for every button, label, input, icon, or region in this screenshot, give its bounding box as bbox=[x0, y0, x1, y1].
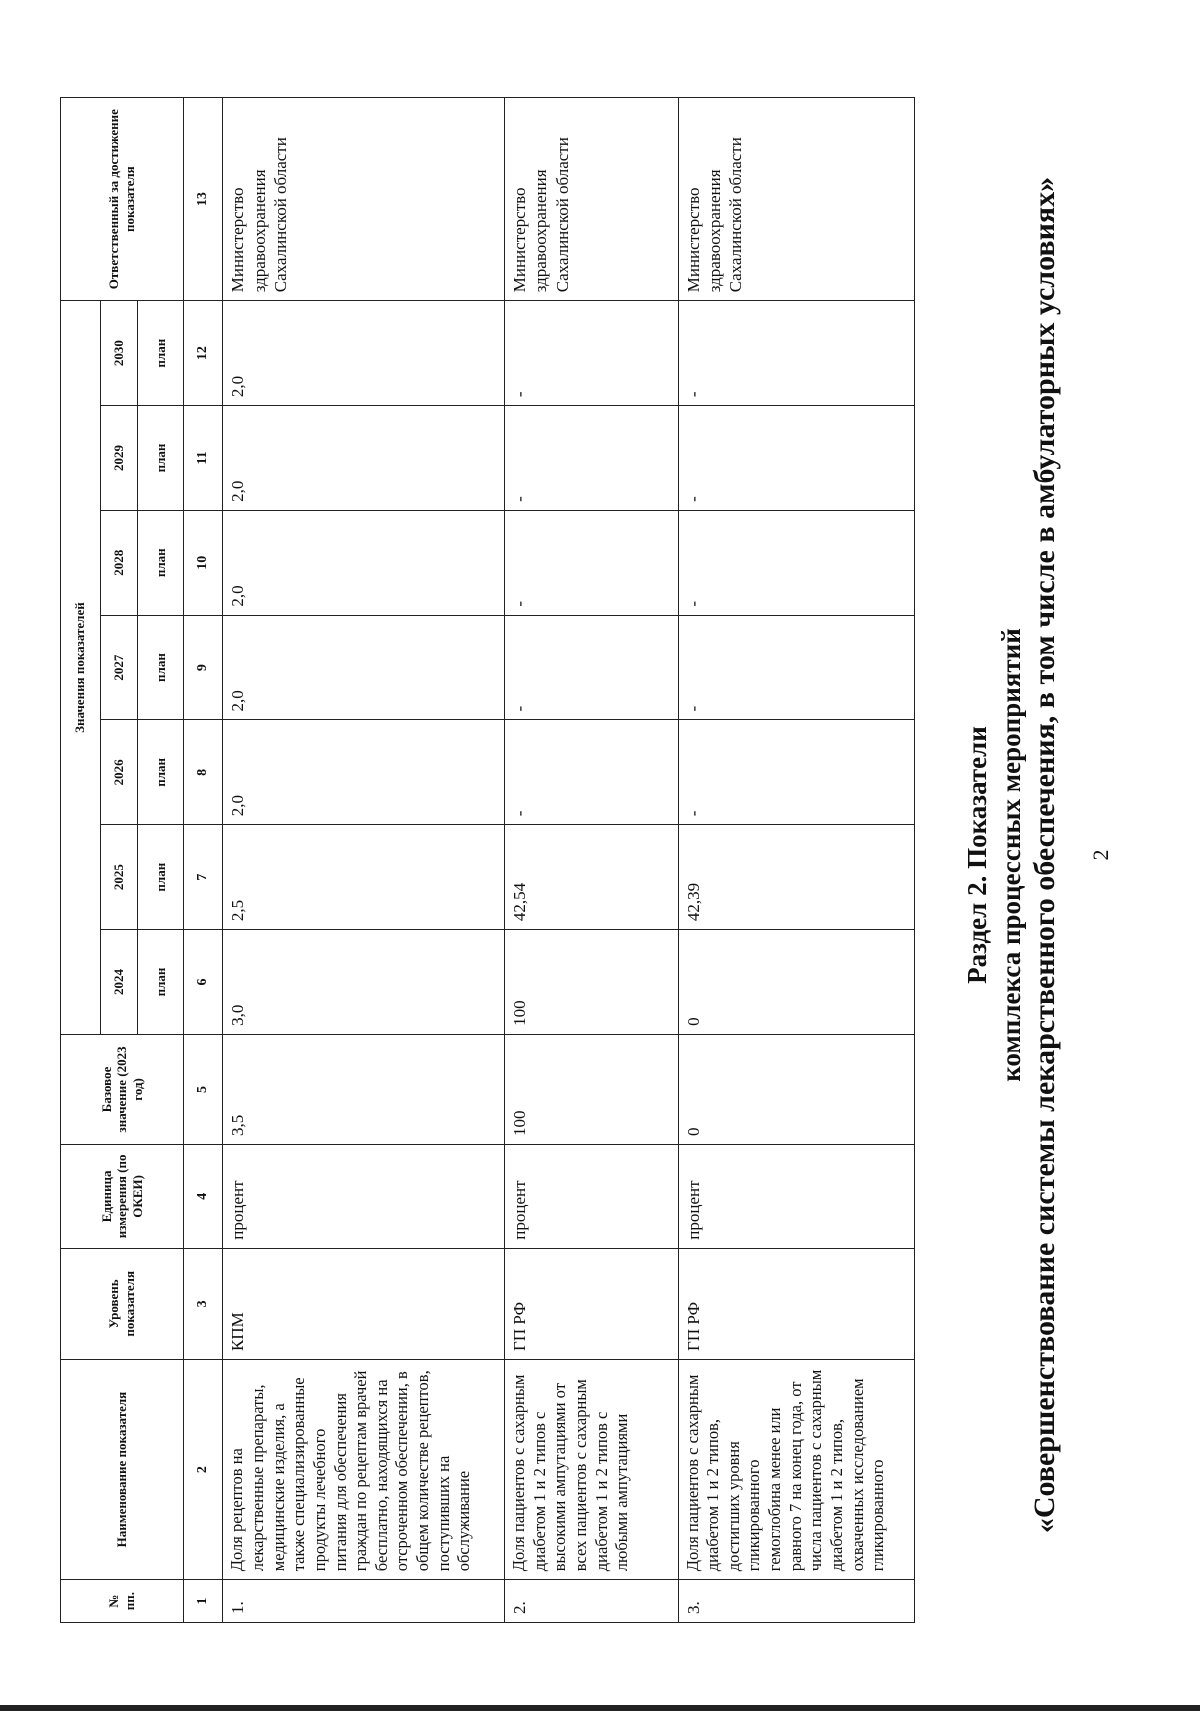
indicator-level: ГП РФ bbox=[505, 1248, 678, 1359]
table-row bbox=[223, 98, 505, 1623]
header-year: 2024 bbox=[100, 930, 137, 1035]
header-plan: план bbox=[137, 930, 183, 1035]
value-2024: 100 bbox=[505, 930, 678, 1035]
header-year: 2028 bbox=[100, 510, 137, 615]
value-2029: - bbox=[505, 406, 678, 511]
column-number: 3 bbox=[183, 1248, 223, 1359]
value-2029: 2,0 bbox=[223, 406, 505, 511]
section-subtitle: комплекса процессных мероприятий bbox=[996, 628, 1026, 1082]
value-2024: 3,0 bbox=[223, 930, 505, 1035]
indicator-name: Доля пациентов с сахарным диабетом 1 и 2 типов с высокими ампутациями от всех пациентов с сахарным диабетом 1 и 2 типов с любыми ампутациями bbox=[505, 1359, 678, 1579]
column-number: 12 bbox=[183, 301, 223, 406]
column-number: 11 bbox=[183, 406, 223, 511]
indicator-unit: процент bbox=[223, 1145, 505, 1249]
value-2028: 2,0 bbox=[223, 510, 505, 615]
row-number: 3. bbox=[678, 1580, 914, 1623]
header-year: 2025 bbox=[100, 825, 137, 930]
value-2027: - bbox=[678, 615, 914, 720]
value-2028: - bbox=[678, 510, 914, 615]
scan-bottom-edge bbox=[0, 1705, 1200, 1711]
indicator-level: КПМ bbox=[223, 1248, 505, 1359]
row-number: 2. bbox=[505, 1580, 678, 1623]
value-2026: - bbox=[505, 720, 678, 825]
indicators-table bbox=[60, 97, 915, 1623]
column-number: 7 bbox=[183, 825, 223, 930]
value-2028: - bbox=[505, 510, 678, 615]
column-number: 5 bbox=[183, 1034, 223, 1144]
base-value: 3,5 bbox=[223, 1034, 505, 1144]
column-number: 6 bbox=[183, 930, 223, 1035]
header-year: 2029 bbox=[100, 406, 137, 511]
base-value: 0 bbox=[678, 1034, 914, 1144]
value-2025: 42,39 bbox=[678, 825, 914, 930]
header-base: Базовое значение (2023 год) bbox=[61, 1034, 184, 1144]
row-number: 1. bbox=[223, 1580, 505, 1623]
value-2026: - bbox=[678, 720, 914, 825]
header-values: Значения показателей bbox=[61, 301, 101, 1035]
column-number-row bbox=[183, 98, 223, 1623]
value-2025: 2,5 bbox=[223, 825, 505, 930]
value-2030: 2,0 bbox=[223, 301, 505, 406]
value-2026: 2,0 bbox=[223, 720, 505, 825]
page-number: 2 bbox=[1088, 849, 1113, 861]
header-plan: план bbox=[137, 615, 183, 720]
column-number: 2 bbox=[183, 1359, 223, 1579]
header-plan: план bbox=[137, 301, 183, 406]
header-level: Уровень показателя bbox=[61, 1248, 184, 1359]
header-year: 2026 bbox=[100, 720, 137, 825]
header-plan: план bbox=[137, 825, 183, 930]
value-2024: 0 bbox=[678, 930, 914, 1035]
base-value: 100 bbox=[505, 1034, 678, 1144]
indicator-level: ГП РФ bbox=[678, 1248, 914, 1359]
responsible-body: Министерство здравоохранения Сахалинской области bbox=[223, 98, 505, 301]
indicator-name: Доля пациентов с сахарным диабетом 1 и 2 типов, достигших уровня гликированного гемоглобина менее или равного 7 на конец года, от числа пациентов с сахарным диабетом 1 и 2 типов, охваченных исследованием гликированного bbox=[678, 1359, 914, 1579]
column-number: 13 bbox=[183, 98, 223, 301]
value-2027: - bbox=[505, 615, 678, 720]
column-number: 9 bbox=[183, 615, 223, 720]
header-no: № пп. bbox=[61, 1580, 184, 1623]
header-row-1 bbox=[61, 98, 101, 1623]
responsible-body: Министерство здравоохранения Сахалинской области bbox=[678, 98, 914, 301]
section-title: Раздел 2. Показатели bbox=[962, 726, 992, 984]
header-year: 2030 bbox=[100, 301, 137, 406]
header-unit: Единица измерения (по ОКЕИ) bbox=[61, 1145, 184, 1249]
complex-name: «Совершенствование системы лекарственного обеспечения, в том числе в амбулаторных условиях» bbox=[1028, 176, 1061, 1534]
header-year: 2027 bbox=[100, 615, 137, 720]
indicator-name: Доля рецептов на лекарственные препараты, медицинские изделия, а также специализированные продукты лечебного питания для обеспечения граждан по рецептам врачей бесплатно, находящихся на отсроченном обеспечении, в общем количестве рецептов, поступивших на обслуживание bbox=[223, 1359, 505, 1579]
document-page bbox=[40, 25, 1160, 1685]
table-row bbox=[678, 98, 914, 1623]
indicator-unit: процент bbox=[678, 1145, 914, 1249]
column-number: 10 bbox=[183, 510, 223, 615]
header-plan: план bbox=[137, 406, 183, 511]
table-row bbox=[505, 98, 678, 1623]
header-plan: план bbox=[137, 510, 183, 615]
indicator-unit: процент bbox=[505, 1145, 678, 1249]
header-responsible: Ответственный за достижение показателя bbox=[61, 98, 184, 301]
value-2029: - bbox=[678, 406, 914, 511]
value-2027: 2,0 bbox=[223, 615, 505, 720]
header-name: Наименование показателя bbox=[61, 1359, 184, 1579]
header-plan: план bbox=[137, 720, 183, 825]
column-number: 1 bbox=[183, 1580, 223, 1623]
responsible-body: Министерство здравоохранения Сахалинской области bbox=[505, 98, 678, 301]
column-number: 4 bbox=[183, 1145, 223, 1249]
value-2030: - bbox=[505, 301, 678, 406]
value-2025: 42,54 bbox=[505, 825, 678, 930]
value-2030: - bbox=[678, 301, 914, 406]
column-number: 8 bbox=[183, 720, 223, 825]
